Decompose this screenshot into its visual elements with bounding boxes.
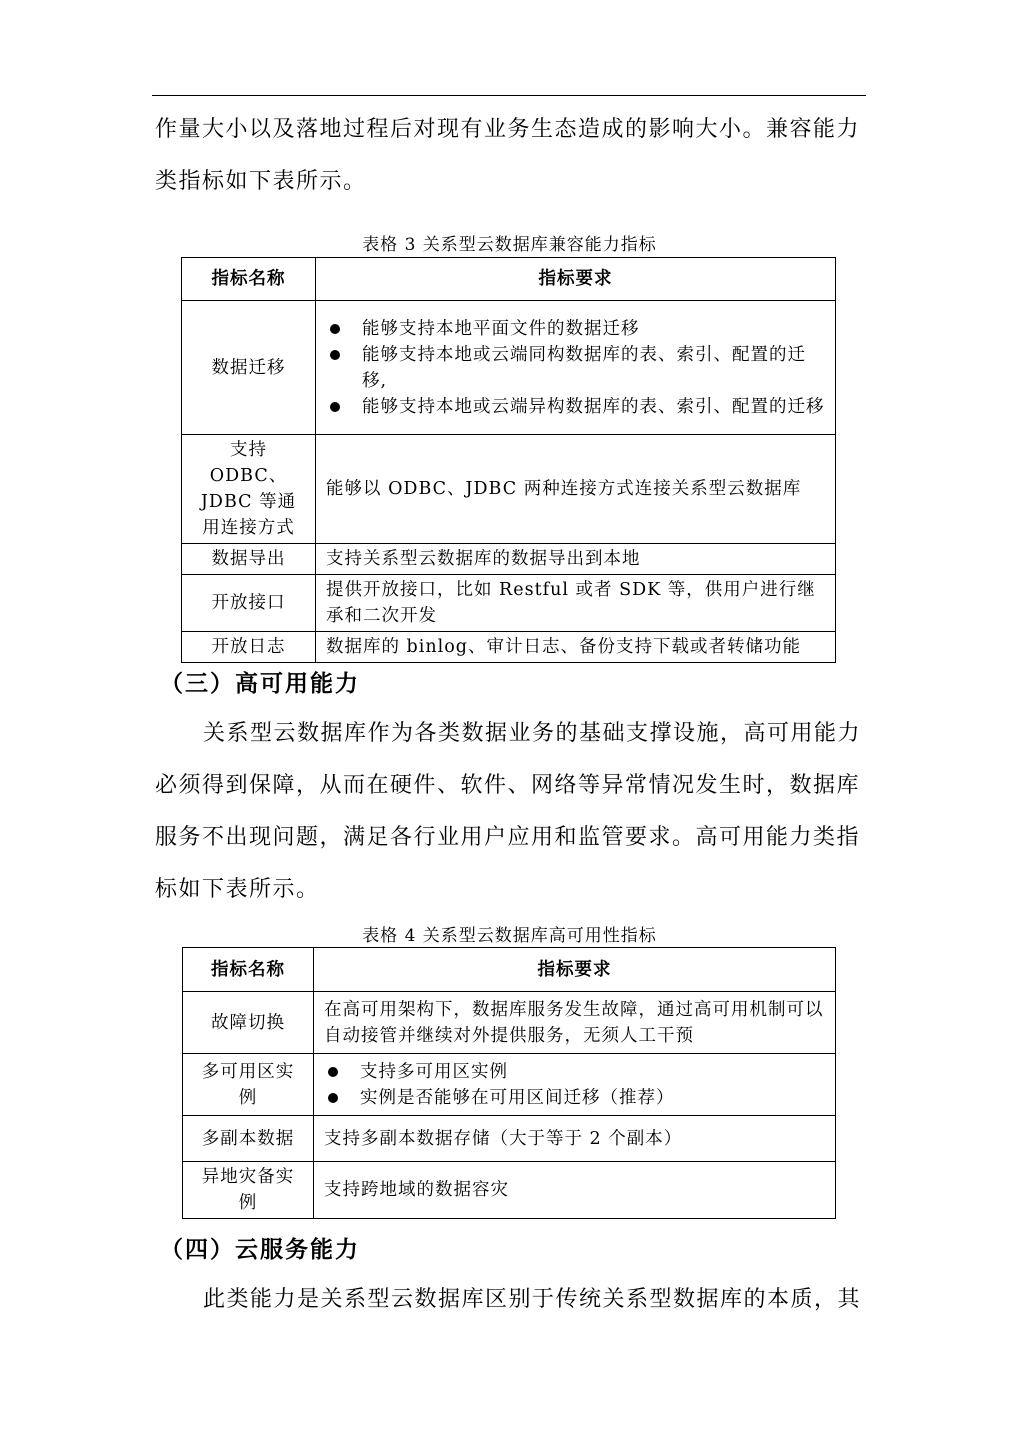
header-rule [152,95,866,96]
table3 [181,257,836,663]
intro-paragraph: 作量大小以及落地过程后对现有业务生态造成的影响大小。兼容能力类指标如下表所示。 [155,117,861,194]
section3-heading: （三）高可用能力 [160,670,360,697]
section4-heading: （四）云服务能力 [160,1236,360,1263]
row-requirement [316,301,836,435]
row-requirement: 能够以 ODBC、JDBC 两种连接方式连接关系型云数据库 [316,435,836,544]
table3-header-row [182,258,836,301]
row-name: 数据迁移 [182,301,316,435]
row-name: 开放接口 [182,575,316,632]
bullet-dot-icon [330,324,340,334]
row-name: 多可用区实例 [183,1054,314,1116]
bullet-dot-icon [328,1067,338,1077]
list-item: 实例是否能够在可用区间迁移（推荐） [324,1085,825,1111]
table-row [183,1162,836,1219]
row-requirement [314,1054,836,1116]
table-row [182,632,836,663]
row-requirement: 提供开放接口，比如 Restful 或者 SDK 等，供用户进行继承和二次开发 [316,575,836,632]
row-name: 异地灾备实例 [183,1162,314,1219]
row-requirement: 支持跨地域的数据容灾 [314,1162,836,1219]
table-row [183,1054,836,1116]
list-item: 能够支持本地平面文件的数据迁移 [326,316,825,342]
table3-header-name: 指标名称 [182,258,316,301]
bullet-dot-icon [330,350,340,360]
bullet-dot-icon [330,402,340,412]
table-row [182,435,836,544]
table-row [182,575,836,632]
bullet-dot-icon [328,1093,338,1103]
table3-header-requirement: 指标要求 [316,258,836,301]
table-row [183,1116,836,1162]
row-requirement: 数据库的 binlog、审计日志、备份支持下载或者转储功能 [316,632,836,663]
row-name: 多副本数据 [183,1116,314,1162]
bullet-list [324,1059,825,1111]
row-requirement: 支持多副本数据存储（大于等于 2 个副本） [314,1116,836,1162]
row-name: 故障切换 [183,992,314,1054]
table4 [182,947,836,1219]
table-row [182,301,836,435]
section3-paragraph: 关系型云数据库作为各类数据业务的基础支撑设施，高可用能力必须得到保障，从而在硬件、软件、网络等异常情况发生时，数据库服务不出现问题，满足各行业用户应用和监管要求。高可用能力类指标如下表所示。 [155,721,862,902]
row-name: 支持ODBC、JDBC 等通用连接方式 [182,435,316,544]
row-requirement: 支持关系型云数据库的数据导出到本地 [316,544,836,575]
row-requirement: 在高可用架构下，数据库服务发生故障，通过高可用机制可以自动接管并继续对外提供服务，无须人工干预 [314,992,836,1054]
table-row [182,544,836,575]
table-row [183,992,836,1054]
table3-caption: 表格 3 关系型云数据库兼容能力指标 [362,235,657,255]
table4-header-row [183,948,836,992]
table4-caption: 表格 4 关系型云数据库高可用性指标 [362,926,657,946]
table4-header-name: 指标名称 [183,948,314,992]
list-item: 支持多可用区实例 [324,1059,825,1085]
section4-paragraph: 此类能力是关系型云数据库区别于传统关系型数据库的本质，其 [203,1287,862,1312]
list-item: 能够支持本地或云端异构数据库的表、索引、配置的迁移 [326,394,825,420]
table4-header-requirement: 指标要求 [314,948,836,992]
row-name: 数据导出 [182,544,316,575]
list-item: 能够支持本地或云端同构数据库的表、索引、配置的迁移, [326,342,825,394]
bullet-list [326,316,825,420]
row-name: 开放日志 [182,632,316,663]
